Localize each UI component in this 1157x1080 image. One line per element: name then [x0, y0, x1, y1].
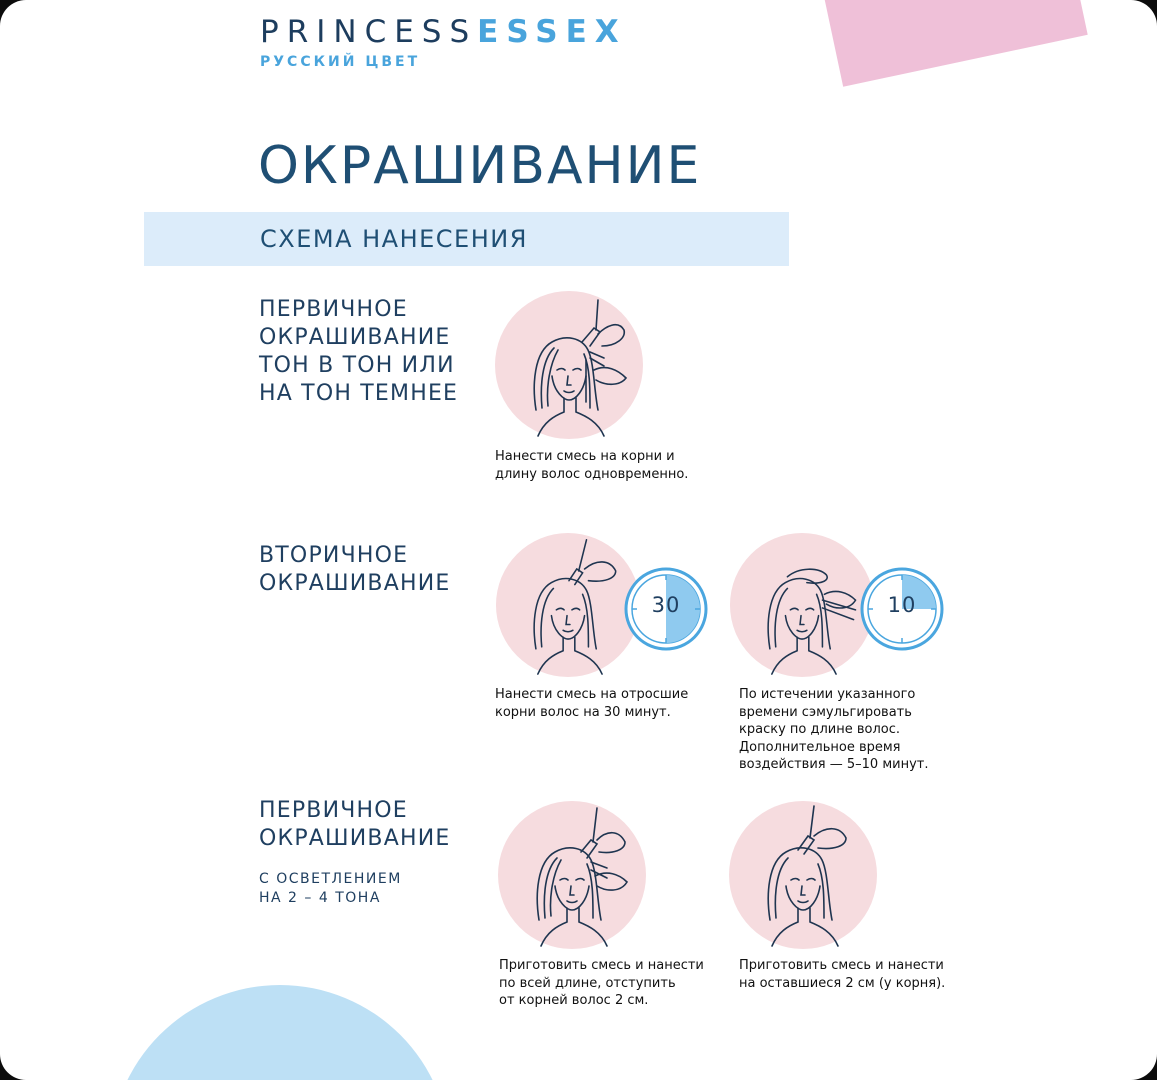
section-2-heading [259, 542, 450, 598]
heading-line: ОКРАШИВАНИЕ [259, 325, 451, 350]
caption-line: длину волос одновременно. [495, 466, 689, 482]
heading-line: ПЕРВИЧНОЕ [259, 297, 408, 322]
step-2-2-caption [739, 686, 928, 774]
caption-line: По истечении указанного [739, 687, 916, 702]
heading-line: ТОН В ТОН ИЛИ [259, 353, 455, 378]
caption-line: воздействия — 5–10 минут. [739, 757, 929, 772]
caption-line: Нанести смесь на корни и [495, 449, 675, 464]
section-3-subheading [259, 870, 402, 908]
caption-line: по всей длине, отступить [499, 975, 676, 991]
caption-line: от корней волос 2 см. [499, 993, 649, 1008]
caption-line: Приготовить смесь и нанести [739, 958, 944, 973]
face-emulsify-illustration [729, 532, 875, 678]
page-subtitle: СХЕМА НАНЕСЕНИЯ [260, 225, 528, 253]
caption-line: Нанести смесь на отросшие [495, 687, 689, 702]
page-title: ОКРАШИВАНИЕ [258, 136, 702, 196]
face-roots-2cm-illustration [728, 800, 878, 950]
heading-line: ВТОРИЧНОЕ [259, 543, 409, 568]
face-roots-illustration [495, 532, 641, 678]
caption-line: Приготовить смесь и нанести [499, 958, 704, 973]
heading-line: ПЕРВИЧНОЕ [259, 798, 408, 823]
face-length-illustration [497, 800, 647, 950]
caption-line: времени сэмульгировать [739, 704, 912, 720]
blue-decorative-circle [110, 985, 450, 1080]
heading-line: НА ТОН ТЕМНЕЕ [259, 381, 459, 406]
brand-logo [260, 14, 627, 70]
heading-line: ОКРАШИВАНИЕ [259, 571, 451, 596]
caption-line: на оставшиеся 2 см (у корня). [739, 975, 946, 991]
step-2-1-caption [495, 686, 688, 721]
subheading-line: С ОСВЕТЛЕНИЕМ [259, 871, 402, 887]
brand-subtitle: РУССКИЙ ЦВЕТ [260, 54, 421, 70]
timer-10-label: 10 [887, 593, 917, 617]
step-3-1-caption [499, 957, 704, 1010]
heading-line: ОКРАШИВАНИЕ [259, 826, 451, 851]
subtitle-band [144, 212, 789, 266]
step-1-1-caption [495, 448, 688, 483]
pink-decorative-shape [812, 0, 1088, 87]
brand-name-part2: ESSEX [477, 14, 627, 50]
step-3-2-caption [739, 957, 945, 992]
caption-line: корни волос на 30 минут. [495, 704, 671, 720]
section-3-heading [259, 797, 450, 853]
brand-name [260, 14, 627, 50]
face-roots-and-length-illustration [494, 290, 644, 440]
subheading-line: НА 2 – 4 ТОНА [259, 890, 381, 906]
timer-30-label: 30 [651, 593, 681, 617]
section-1-heading [259, 296, 458, 408]
brand-name-part1: PRINCESS [260, 14, 478, 50]
caption-line: краску по длине волос. [739, 722, 901, 737]
caption-line: Дополнительное время [739, 739, 901, 755]
